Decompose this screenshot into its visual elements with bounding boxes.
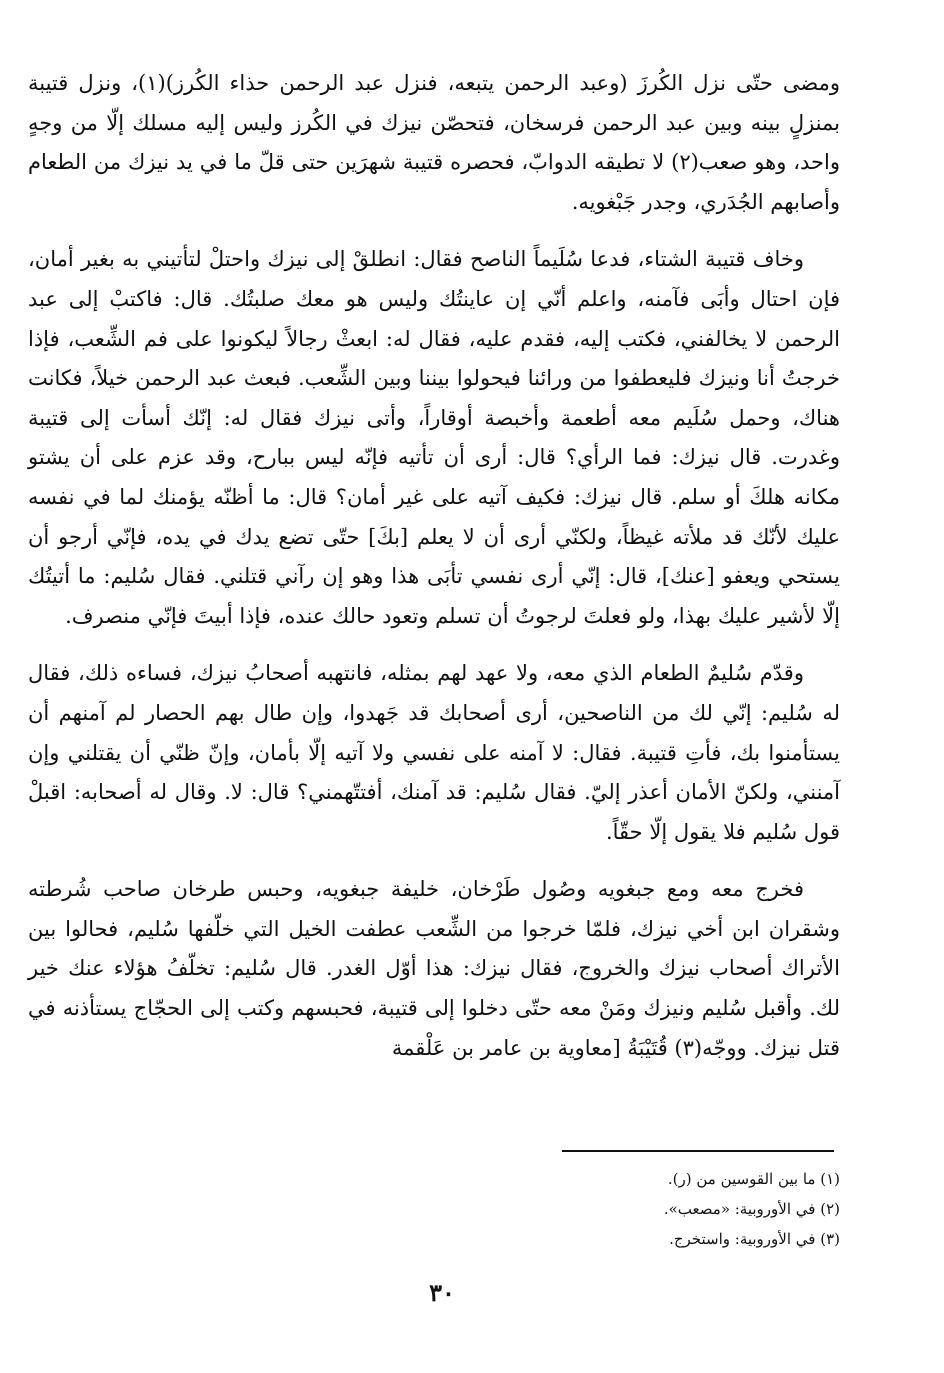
main-text-body bbox=[28, 64, 840, 1068]
footnotes bbox=[420, 1164, 840, 1254]
page-number: ٣٠ bbox=[429, 1278, 455, 1307]
footnote-1: (١) ما بين القوسين من (ر). bbox=[667, 1170, 840, 1188]
footnote-2: (٢) في الأوروبية: «مصعب». bbox=[663, 1200, 840, 1218]
paragraph-1: ومضى حتّى نزل الكُرزَ (وعبد الرحمن يتبعه، فنزل عبد الرحمن حذاء الكُرز)(١)، ونزل قتيبة بمنزلٍ بينه وبين عبد الرحمن فرسخان، فتحصّن نيزك في الكُرز وليس إليه مسلك إلّا من وجهٍ واحد، وهو صعب(٢) لا تطيقه الدوابّ، فحصره قتيبة شهرَين حتى قلّ ما في يد نيزك من الطعام وأصابهم الجُدَري، وجدر جَبْغويه. bbox=[28, 71, 841, 214]
paragraph-3: وقدّم سُليمٌ الطعام الذي معه، ولا عهد لهم بمثله، فانتهبه أصحابُ نيزك، فساءه ذلك، فقال له سُليم: إنّي لك من الناصحين، أرى أصحابك قد جَهدوا، وإن طال بهم الحصار لم آمنهم أن يستأمنوا بك، فأتِ قتيبة. فقال: لا آمنه على نفسي ولا آتيه إلّا بأمان، وإنّ ظنّي أن يقتلني وإن آمنني، ولكنّ الأمان أعذر إليّ. فقال سُليم: قد آمنك، أفتتّهمني؟ قال: لا. وقال له أصحابه: اقبلْ قول سُليم فلا يقول إلّا حقّاً. bbox=[28, 661, 840, 844]
paragraph-2: وخاف قتيبة الشتاء، فدعا سُلَيماً الناصح فقال: انطلقْ إلى نيزك واحتلْ لتأتيني به بغير أمان، فإن احتال وأبَى فآمنه، واعلم أنّي إن عاينتُك وليس هو معك صلبتُك. قال: فاكتبْ إلى عبد الرحمن لا يخالفني، فكتب إليه، فقدم عليه، فقال له: ابعثْ رجالاً ليكونوا على فم الشِّعب، فإذا خرجتُ أنا ونيزك فليعطفوا من ورائنا فيحولوا بيننا وبين الشِّعب. فبعث عبد الرحمن خيلاً، فكانت هناك، وحمل سُلَيم معه أطعمة وأخبصة أوقاراً، وأتى نيزك فقال له: إنّك أسأت إلى قتيبة وغدرت. قال نيزك: فما الرأي؟ قال: أرى أن تأتيه فإنّه ليس ببارح، وقد عزم على أن يشتو مكانه هلكَ أو سلم. قال نيزك: فكيف آتيه على غير أمان؟ قال: ما أظنّه يؤمنك لما في نفسه عليك لأنّك قد ملأته غيظاً، ولكنّي أرى أن لا يعلم [بكَ] حتّى تضع يدك في يده، فإنّي أرجو أن يستحي ويعفو [عنك]، قال: إنّي أرى نفسي تأبَى هذا وهو إن رآني قتلني. فقال سُليم: ما أتيتُك إلّا لأشير عليك بهذا، ولو فعلتَ لرجوتُ أن تسلم وتعود حالك عنده، فإذا أبيتَ فإنّي منصرف. bbox=[28, 247, 840, 628]
footnote-3: (٣) في الأوروبية: واستخرج. bbox=[669, 1230, 840, 1248]
footnote-separator bbox=[562, 1150, 834, 1152]
paragraph-4: فخرج معه ومع جبغويه وصُول طَرْخان، خليفة جبغويه، وحبس طرخان صاحب شُرطته وشقران ابن أخي نيزك، فلمّا خرجوا من الشِّعب عطفت الخيل التي خلّفها سُليم، فحالوا بين الأتراك أصحاب نيزك والخروج، فقال نيزك: هذا أوّل الغدر. قال سُليم: تخلّفُ هؤلاء عنك خير لك. وأقبل سُليم ونيزك ومَنْ معه حتّى دخلوا إلى قتيبة، فحبسهم وكتب إلى الحجّاج يستأذنه في قتل نيزك. ووجّه(٣) قُتَيْبَةُ [معاوية بن عامر بن عَلْقمة bbox=[28, 877, 840, 1060]
